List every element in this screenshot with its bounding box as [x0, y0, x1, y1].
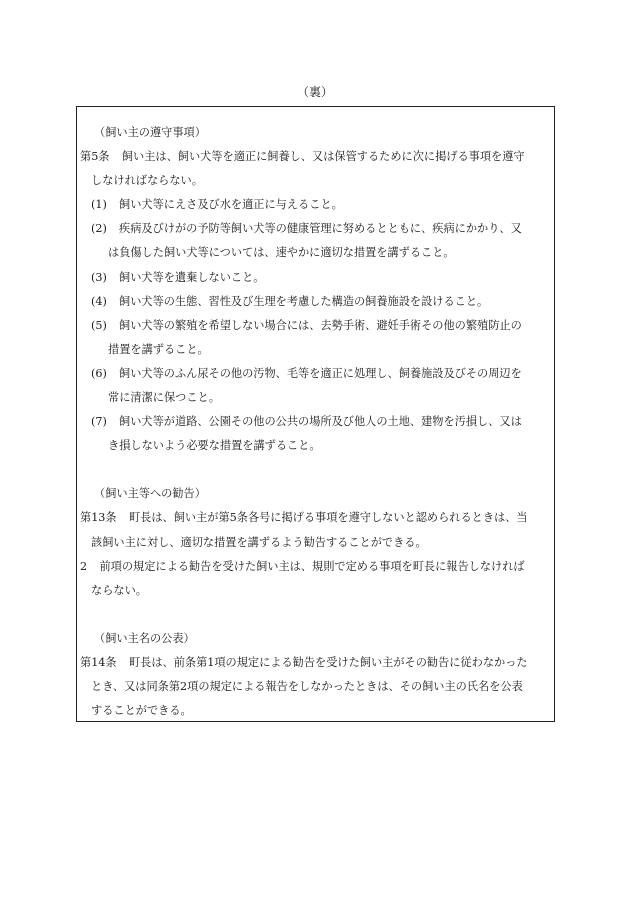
item-text: 飼い犬等を遺棄しないこと。 — [119, 270, 265, 284]
item-text: 飼い犬等が道路、公園その他の公共の場所及び他人の土地、建物を汚損し、又は — [119, 415, 522, 429]
article-13-line-1 — [80, 506, 550, 530]
list-item-6-cont: 常に清潔に保つこと。 — [108, 391, 220, 405]
item-number: (2) — [91, 222, 107, 236]
item-text: 飼い犬等の繁殖を希望しない場合には、去勢手術、避妊手術その他の繁殖防止の — [119, 318, 522, 332]
list-item-1 — [80, 193, 550, 217]
list-item-5-cont: 措置を講ずること。 — [108, 342, 209, 356]
item-number: (3) — [91, 270, 107, 284]
section-spacer — [80, 458, 550, 482]
section-caption-14: （飼い主名の公表） — [94, 631, 195, 645]
list-item-7-cont: き損しないよう必要な措置を講ずること。 — [108, 439, 321, 453]
paragraph-text: 前項の規定による勧告を受けた飼い主は、規則で定める事項を町長に報告しなければ — [99, 559, 525, 573]
item-number: (5) — [91, 318, 107, 332]
article-13-para-2 — [80, 555, 550, 579]
article-14-number: 第14条 — [80, 655, 117, 669]
list-item-3 — [80, 266, 550, 290]
article-14-body-1: 町長は、前条第1項の規定による勧告を受けた飼い主がその勧告に従わなかった — [128, 655, 528, 669]
item-number: (6) — [91, 366, 107, 380]
item-text: 飼い犬等の生態、習性及び生理を考慮した構造の飼養施設を設けること。 — [119, 294, 489, 308]
article-13-line-2: 該飼い主に対し、適切な措置を講ずるよう勧告することができる。 — [91, 535, 427, 549]
article-14-line-3: することができる。 — [91, 704, 192, 718]
item-number: (4) — [91, 294, 107, 308]
list-item-4 — [80, 290, 550, 314]
article-5-number: 第5条 — [80, 150, 110, 164]
article-13-body-1: 町長は、飼い主が第5条各号に掲げる事項を遵守しないと認められるときは、当 — [128, 511, 528, 525]
item-text: 飼い犬等にえさ及び水を適正に与えること。 — [119, 198, 343, 212]
list-item-7 — [80, 410, 550, 434]
list-item-2-cont: は負傷した飼い犬等については、速やかに適切な措置を講ずること。 — [108, 246, 455, 260]
item-number: (7) — [91, 415, 107, 429]
section-spacer — [80, 603, 550, 627]
article-5-body-1: 飼い主は、飼い犬等を適正に飼養し、又は保管するために次に掲げる事項を遵守 — [121, 150, 525, 164]
article-5-line-2: しなければならない。 — [91, 174, 203, 188]
list-item-5 — [80, 314, 550, 338]
article-14-line-1 — [80, 651, 550, 675]
item-text: 疾病及びけがの予防等飼い犬等の健康管理に努めるとともに、疾病にかかり、又 — [119, 222, 522, 236]
article-14-line-2: とき、又は同条第2項の規定による報告をしなかったときは、その飼い主の氏名を公表 — [91, 679, 523, 693]
list-item-2 — [80, 217, 550, 241]
section-caption-5: （飼い主の遵守事項） — [94, 126, 206, 139]
article-13-number: 第13条 — [80, 511, 117, 525]
article-5-line-1 — [80, 145, 550, 169]
paragraph-number: 2 — [80, 559, 88, 573]
item-text: 飼い犬等のふん尿その他の汚物、毛等を適正に処理し、飼養施設及びその周辺を — [119, 366, 522, 380]
list-item-6 — [80, 362, 550, 386]
article-13-para-2-cont: ならない。 — [91, 583, 147, 597]
item-number: (1) — [91, 198, 107, 212]
ordinance-text — [80, 121, 550, 723]
page-header: （裏） — [296, 85, 333, 99]
section-caption-13: （飼い主等への勧告） — [94, 487, 206, 501]
